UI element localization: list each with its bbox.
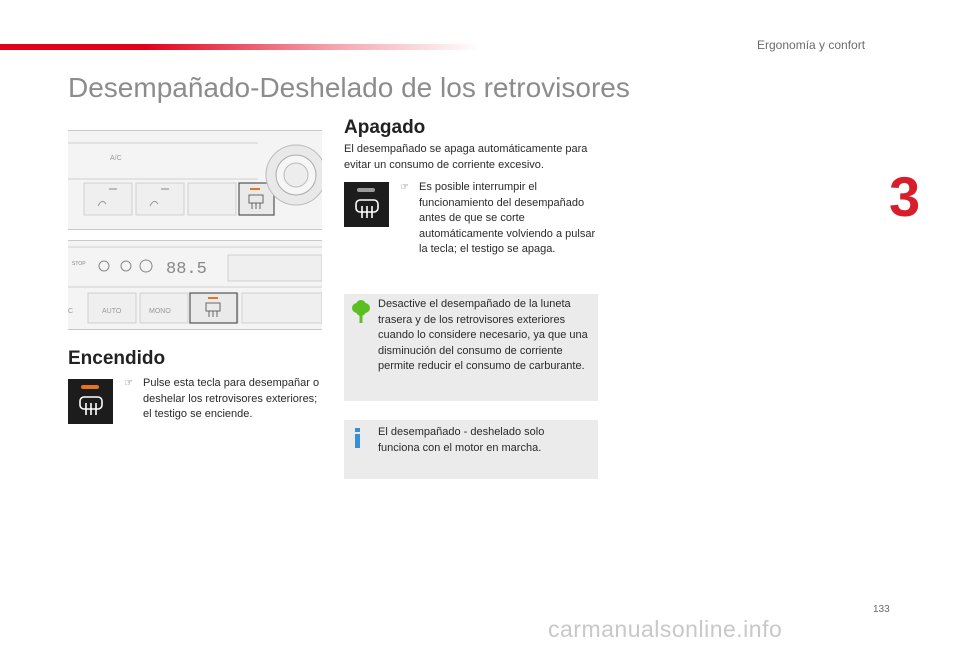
control-panel-photo-bottom bbox=[68, 240, 322, 330]
encendido-text: Pulse esta tecla para desempañar o deshelar los retrovisores exteriores; el testigo se enciende. bbox=[143, 377, 320, 420]
mirror-defrost-button-off[interactable] bbox=[344, 182, 389, 227]
mono-label: MONO bbox=[149, 308, 171, 315]
eco-tree-icon bbox=[351, 300, 371, 324]
temperature-display: 88.5 bbox=[166, 260, 207, 279]
eco-note-text: Desactive el desempañado de la luneta trasera y de los retrovisores exteriores cuando lo considere necesario, ya que una disminución del consumo de corriente permite reducir el consumo de carburante. bbox=[378, 298, 588, 372]
mirror-defrost-icon bbox=[78, 395, 104, 417]
bullet-marker: ☞ bbox=[124, 378, 133, 389]
chapter-number: 3 bbox=[889, 165, 921, 228]
mirror-defrost-button-on[interactable] bbox=[68, 379, 113, 424]
section-title: Ergonomía y confort bbox=[757, 38, 866, 52]
mirror-defrost-icon bbox=[354, 198, 380, 220]
page-number: 133 bbox=[873, 604, 890, 615]
apagado-text: Es posible interrumpir el funcionamiento del desempañado antes de que se corte automáticamente volviendo a pulsar la tecla; el testigo se apaga. bbox=[419, 181, 596, 255]
page-title: Desempañado-Deshelado de los retrovisores bbox=[68, 72, 630, 103]
apagado-heading: Apagado bbox=[344, 117, 426, 138]
panel-cut-label: C bbox=[68, 308, 74, 315]
watermark: carmanualsonline.info bbox=[548, 616, 783, 642]
bullet-marker: ☞ bbox=[400, 182, 409, 193]
stop-label: STOP bbox=[72, 261, 86, 267]
auto-label: AUTO bbox=[102, 308, 122, 315]
encendido-heading: Encendido bbox=[68, 348, 166, 369]
ac-label: A/C bbox=[110, 155, 122, 162]
info-note-text: El desempañado - deshelado solo funciona con el motor en marcha. bbox=[378, 426, 545, 454]
header-accent-bar bbox=[0, 44, 480, 50]
warning-lamp-off bbox=[357, 188, 375, 192]
info-icon bbox=[353, 428, 363, 448]
warning-lamp-on bbox=[81, 385, 99, 389]
apagado-intro: El desempañado se apaga automáticamente para evitar un consumo de corriente excesivo. bbox=[344, 143, 588, 171]
control-panel-photo-top bbox=[68, 130, 322, 230]
